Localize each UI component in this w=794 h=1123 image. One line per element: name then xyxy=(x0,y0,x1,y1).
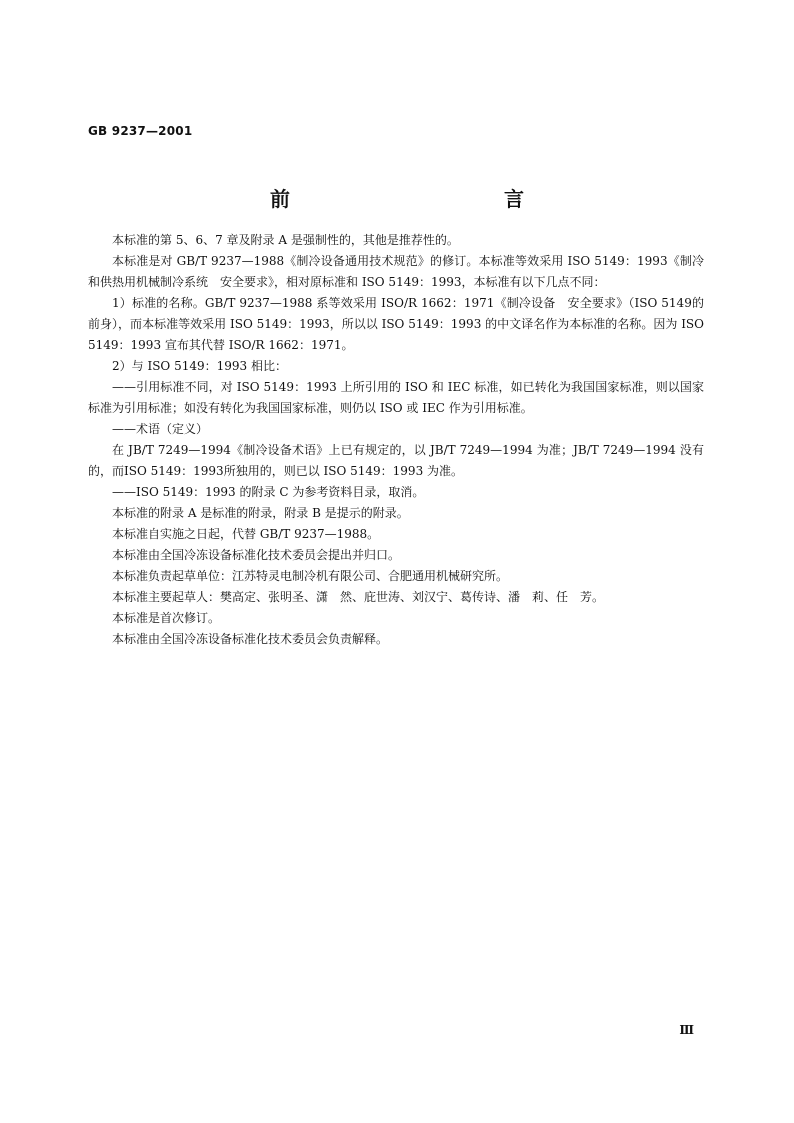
paragraph-terms-detail: 在 JB/T 7249—1994《制冷设备术语》上已有规定的，以 JB/T 7249—1994 为准；JB/T 7249—1994 没有的，而ISO 5149：1993所独用的，则已以 ISO 5149：1993 为准。 xyxy=(88,443,704,478)
paragraph-drafters: 本标准主要起草人：樊高定、张明圣、潇 然、庇世涛、刘汉宁、葛传诗、潘 莉、任 芳。 xyxy=(112,590,605,604)
page-title: 前 言 xyxy=(270,187,582,211)
paragraph-terms-heading: ——术语（定义） xyxy=(112,422,209,436)
paragraph-proposer: 本标准由全国冷冻设备标准化技术委员会提出并归口。 xyxy=(112,548,401,562)
paragraph-first-revision: 本标准是首次修订。 xyxy=(112,611,221,625)
paragraph-referenced-standards: ——引用标准不同，对 ISO 5149：1993 上所引用的 ISO 和 IEC 标准，如已转化为我国国家标准，则以国家标准为引用标准；如没有转化为我国国家标准，则仍以 ISO 或 IEC 作为引用标准。 xyxy=(88,380,704,415)
paragraph-difference-title: 1）标准的名称。GB/T 9237—1988 系等效采用 ISO/R 1662：1971《制冷设备 安全要求》（ISO 5149的前身），而本标准等效采用 ISO 5149：1993，所以以 ISO 5149：1993 的中文译名作为本标准的名称。因为 ISO 5149：1993 宣布其代替 ISO/R 1662：1971。 xyxy=(88,296,704,352)
paragraph-comparison-heading: 2）与 ISO 5149：1993 相比： xyxy=(112,359,287,373)
paragraph-drafting-units: 本标准负责起草单位：江苏特灵电制冷机有限公司、合肥通用机械研究所。 xyxy=(112,569,509,583)
page-number: Ⅲ xyxy=(679,1023,694,1037)
paragraph-annex-types: 本标准的附录 A 是标准的附录，附录 B 是提示的附录。 xyxy=(112,506,409,520)
paragraph-revision-basis: 本标准是对 GB/T 9237—1988《制冷设备通用技术规范》的修订。本标准等效采用 ISO 5149：1993《制冷和供热用机械制冷系统 安全要求》，相对原标准和 ISO 5149：1993，本标准有以下几点不同： xyxy=(88,254,704,289)
paragraph-mandatory-clauses: 本标准的第 5、6、7 章及附录 A 是强制性的，其他是推荐性的。 xyxy=(112,233,459,247)
standard-code: GB 9237—2001 xyxy=(88,124,193,138)
paragraph-annex-c-removed: ——ISO 5149：1993 的附录 C 为参考资料目录，取消。 xyxy=(112,485,425,499)
foreword-body xyxy=(88,230,704,650)
paragraph-replacement: 本标准自实施之日起，代替 GB/T 9237—1988。 xyxy=(112,527,380,541)
paragraph-interpretation: 本标准由全国冷冻设备标准化技术委员会负责解释。 xyxy=(112,632,389,646)
